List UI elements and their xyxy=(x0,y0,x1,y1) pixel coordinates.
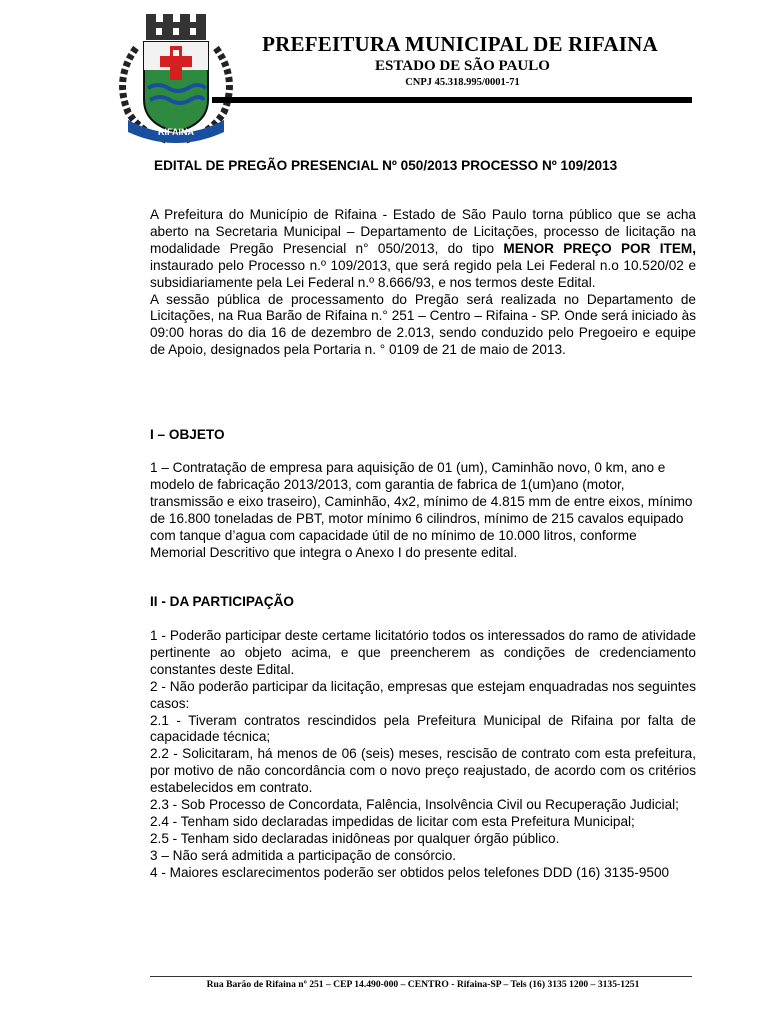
header-divider xyxy=(212,97,692,103)
participacao-item: 2.3 - Sob Processo de Concordata, Falência, Insolvência Civil ou Recuperação Judicial; xyxy=(150,797,679,813)
participacao-item: 4 - Maiores esclarecimentos poderão ser obtidos pelos telefones DDD (16) 3135-9500 xyxy=(150,864,670,880)
intro-paragraph-1 xyxy=(150,207,696,292)
municipality-title: PREFEITURA MUNICIPAL DE RIFAINA xyxy=(262,32,658,56)
participacao-item: 2.1 - Tiveram contratos rescindidos pela Prefeitura Municipal de Rifaina por falta de capacidade técnica; xyxy=(150,712,696,745)
intro-p1-end: instaurado pelo Processo n.º 109/2013, que será regido pela Lei Federal n.o 10.520/02 e subsidiariamente pela Lei Federal n.º 8.666/93, e nos termos deste Edital. xyxy=(150,257,696,290)
participacao-item: 2.2 - Solicitaram, há menos de 06 (seis) meses, rescisão de contrato com esta prefeitura, por motivo de não concordância com o novo preço reajustado, de acordo com os critérios estabelecidos em contrato. xyxy=(150,746,696,796)
footer-divider xyxy=(150,976,692,977)
crest-ribbon-text: RIFAINA xyxy=(158,127,194,137)
objeto-item-1: 1 – Contratação de empresa para aquisição de 01 (um), Caminhão novo, 0 km, ano e modelo de fabricação 2013/2013, com garantia de fabrica de 1(um)ano (motor, transmissão e eixo traseiro), Caminhão, 4x2, mínimo de 4.815 mm de entre eixos, mínimo de 16.800 toneladas de PBT, motor mínimo 6 cilindros, mínimo de 215 cavalos equipado com tanque d’agua com capacidade útil de no mínimo de 10.000 litros, conforme Memorial Descritivo que integra o Anexo I do presente edital. xyxy=(150,460,693,560)
section-participacao-heading: II - DA PARTICIPAÇÃO xyxy=(150,594,294,609)
document-title: EDITAL DE PREGÃO PRESENCIAL Nº 050/2013 PROCESSO Nº 109/2013 xyxy=(154,158,618,173)
participacao-item: 3 – Não será admitida a participação de consórcio. xyxy=(150,847,457,863)
section-objeto-heading: I – OBJETO xyxy=(150,427,225,442)
intro-p1-start: A Prefeitura do Município de Rifaina - Estado de São Paulo torna público que se acha aberto na Secretaria Municipal – Departamento de Licitações, processo de licitação na modalidade Pregão Presencial n° 050/2013, do tipo xyxy=(150,207,696,256)
participacao-item: 2.5 - Tenham sido declaradas inidôneas por qualquer órgão público. xyxy=(150,830,560,846)
participacao-item: 2 - Não poderão participar da licitação, empresas que estejam enquadradas nos seguintes casos: xyxy=(150,678,696,711)
footer-address: Rua Barão de Rifaina nº 251 – CEP 14.490-000 – CENTRO - Rifaina-SP – Tels (16) 3135 1200 – 3135-1251 xyxy=(206,979,640,990)
section-participacao-body xyxy=(150,628,696,882)
participacao-item: 1 - Poderão participar deste certame licitatório todos os interessados do ramo de atividade pertinente ao objeto acima, e que preencherem as condições de credenciamento constantes deste Edital. xyxy=(150,628,696,677)
intro-paragraph-2: A sessão pública de processamento do Pregão será realizada no Departamento de Licitações, na Rua Barão de Rifaina n.° 251 – Centro – Rifaina - SP. Onde será iniciado às 09:00 horas do dia 16 de dezembro de 2.013, sendo conduzido pelo Pregoeiro e equipe de Apoio, designados pela Portaria n. ° 0109 de 21 de maio de 2013. xyxy=(150,291,696,358)
cnpj-text: CNPJ 45.318.995/0001-71 xyxy=(405,77,520,88)
section-objeto-body xyxy=(150,460,696,561)
intro-p1-bold: MENOR PREÇO POR ITEM, xyxy=(503,240,696,256)
intro-section xyxy=(150,207,696,359)
participacao-item: 2.4 - Tenham sido declaradas impedidas de licitar com esta Prefeitura Municipal; xyxy=(150,813,635,829)
municipal-crest-logo xyxy=(106,8,246,148)
state-name: ESTADO DE SÃO PAULO xyxy=(375,58,550,74)
